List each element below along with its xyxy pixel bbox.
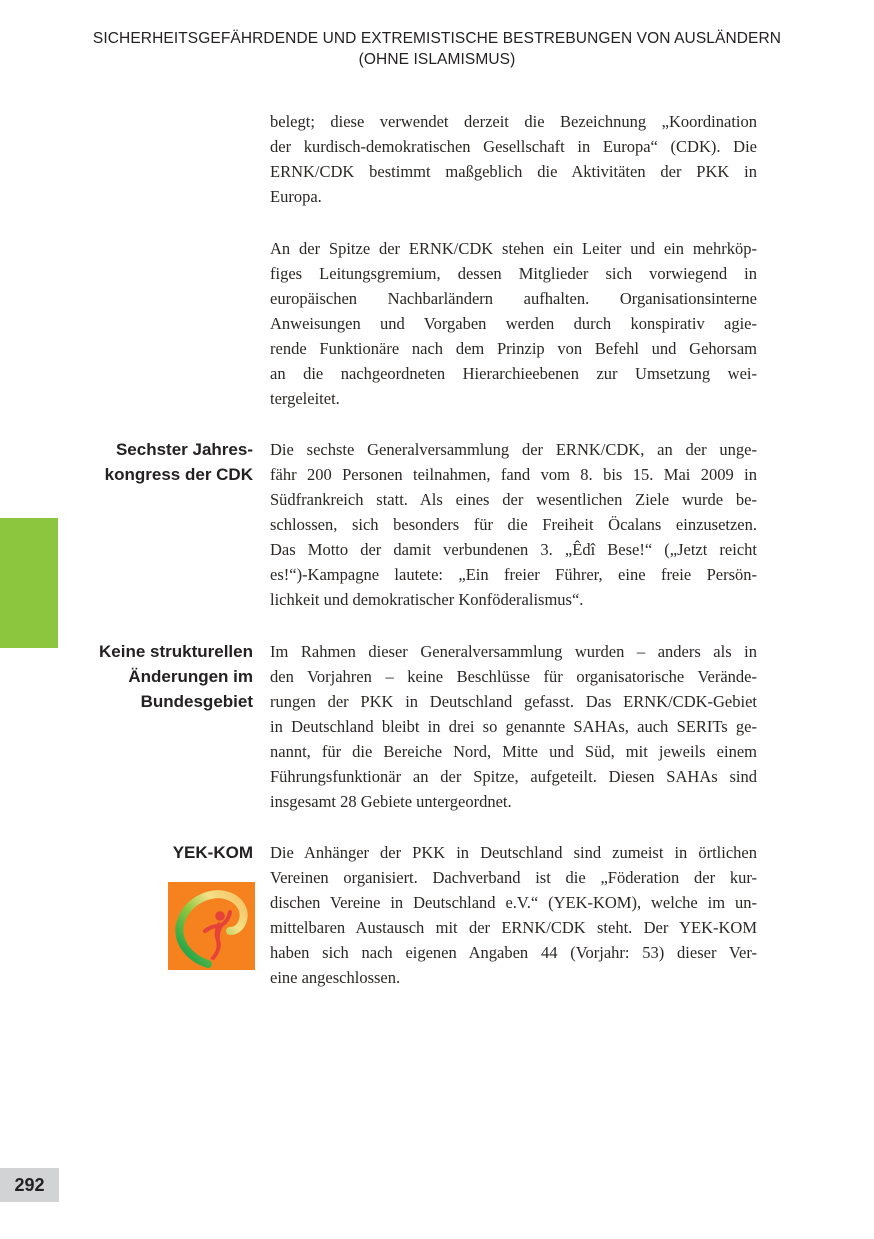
chapter-tab-marker: [0, 518, 58, 648]
paragraph-section-5: [172, 840, 757, 990]
text-line: Anweisungen und Vorgaben werden durch konspirativ agie-: [270, 313, 757, 333]
yek-kom-logo: [168, 882, 255, 970]
text-line: lichkeit und demokratischer Konföderalismus“.: [270, 590, 584, 609]
text-line: Die sechste Generalversammlung der ERNK/CDK, an der unge-: [270, 440, 757, 459]
text-line: dischen Vereine in Deutschland e.V.“ (YEK-KOM), welche im un-: [270, 893, 757, 912]
text-line: eine angeschlossen.: [270, 968, 401, 987]
paragraph-section-4: [99, 639, 757, 814]
text-line: den Vorjahren – keine Beschlüsse für organisatorische Verände-: [270, 666, 757, 686]
text-line: in Deutschland bleibt in drei so genannte SAHAs, auch SERITs ge-: [270, 716, 757, 736]
text-line: Im Rahmen dieser Generalversammlung wurden – anders als in: [270, 641, 757, 661]
text-line: tergeleitet.: [270, 388, 340, 408]
paragraph-text: [270, 840, 757, 990]
margin-label-line: YEK-KOM: [172, 843, 253, 862]
margin-label-yek-kom: [23, 840, 253, 865]
paragraph-text: [270, 109, 757, 209]
text-line: ERNK/CDK bestimmt maßgeblich die Aktivitäten der PKK in: [270, 162, 757, 181]
margin-label-keine-strukturellen-aenderungen: [23, 639, 253, 714]
margin-label-sechster-jahreskongress: [23, 437, 253, 487]
text-line: insgesamt 28 Gebiete untergeordnet.: [270, 791, 512, 811]
text-line: Europa.: [270, 187, 322, 206]
header-title-line1: SICHERHEITSGEFÄHRDENDE UND EXTREMISTISCHE BESTREBUNGEN VON AUSLÄNDERN: [92, 30, 782, 47]
margin-label-line: Sechster Jahres-: [115, 440, 253, 459]
page-number-box: [0, 1168, 59, 1202]
margin-label-line: kongress der CDK: [104, 465, 253, 484]
text-line: rungen der PKK in Deutschland gefasst. Das ERNK/CDK-Gebiet: [270, 691, 757, 711]
header-title-line2: (OHNE ISLAMISMUS): [358, 51, 516, 68]
paragraph-text: [270, 236, 757, 411]
text-line: haben sich nach eigenen Angaben 44 (Vorjahr: 53) dieser Ver-: [270, 943, 757, 962]
text-line: Das Motto der damit verbundenen 3. „Êdî Bese!“ („Jetzt reicht: [270, 540, 757, 559]
logo-figure-head: [215, 911, 225, 921]
text-line: An der Spitze der ERNK/CDK stehen ein Leiter und ein mehrköp-: [270, 238, 757, 258]
text-line: figes Leitungsgremium, dessen Mitglieder sich vorwiegend in: [270, 263, 757, 283]
text-line: schlossen, sich besonders für die Freiheit Öcalans einzusetzen.: [270, 515, 757, 534]
margin-label-line: Bundesgebiet: [140, 691, 253, 711]
paragraph-text: [270, 437, 757, 612]
text-line: der kurdisch-demokratischen Gesellschaft in Europa“ (CDK). Die: [270, 137, 757, 156]
paragraph-section-1: [270, 109, 757, 209]
paragraph-text: [270, 639, 757, 814]
body-column: [99, 109, 757, 1017]
page-header: [0, 28, 874, 70]
paragraph-section-2: [270, 236, 757, 411]
text-line: Führungsfunktionär an der Spitze, aufgeteilt. Diesen SAHAs sind: [270, 766, 757, 786]
text-line: mittelbaren Austausch mit der ERNK/CDK steht. Der YEK-KOM: [270, 918, 757, 937]
text-line: rende Funktionäre nach dem Prinzip von Befehl und Gehorsam: [270, 338, 757, 358]
paragraph-section-3: [104, 437, 757, 612]
text-line: Südfrankreich statt. Als eines der wesentlichen Ziele wurde be-: [270, 490, 757, 509]
text-line: europäischen Nachbarländern aufhalten. Organisationsinterne: [270, 288, 757, 308]
text-line: an die nachgeordneten Hierarchieebenen zur Umsetzung wei-: [270, 363, 757, 383]
margin-label-line: Keine strukturellen: [99, 641, 253, 661]
margin-label-line: Änderungen im: [128, 666, 253, 686]
text-line: nannt, für die Bereiche Nord, Mitte und Süd, mit jeweils einem: [270, 741, 757, 761]
text-line: fähr 200 Personen teilnahmen, fand vom 8. bis 15. Mai 2009 in: [270, 465, 757, 484]
text-line: es!“)-Kampagne lautete: „Ein freier Führer, eine freie Persön-: [270, 565, 757, 584]
text-line: Die Anhänger der PKK in Deutschland sind zumeist in örtlichen: [270, 843, 757, 862]
page-number: 292: [14, 1174, 45, 1195]
text-line: Vereinen organisiert. Dachverband ist die „Föderation der kur-: [270, 868, 757, 887]
text-line: belegt; diese verwendet derzeit die Bezeichnung „Koordination: [270, 112, 757, 131]
